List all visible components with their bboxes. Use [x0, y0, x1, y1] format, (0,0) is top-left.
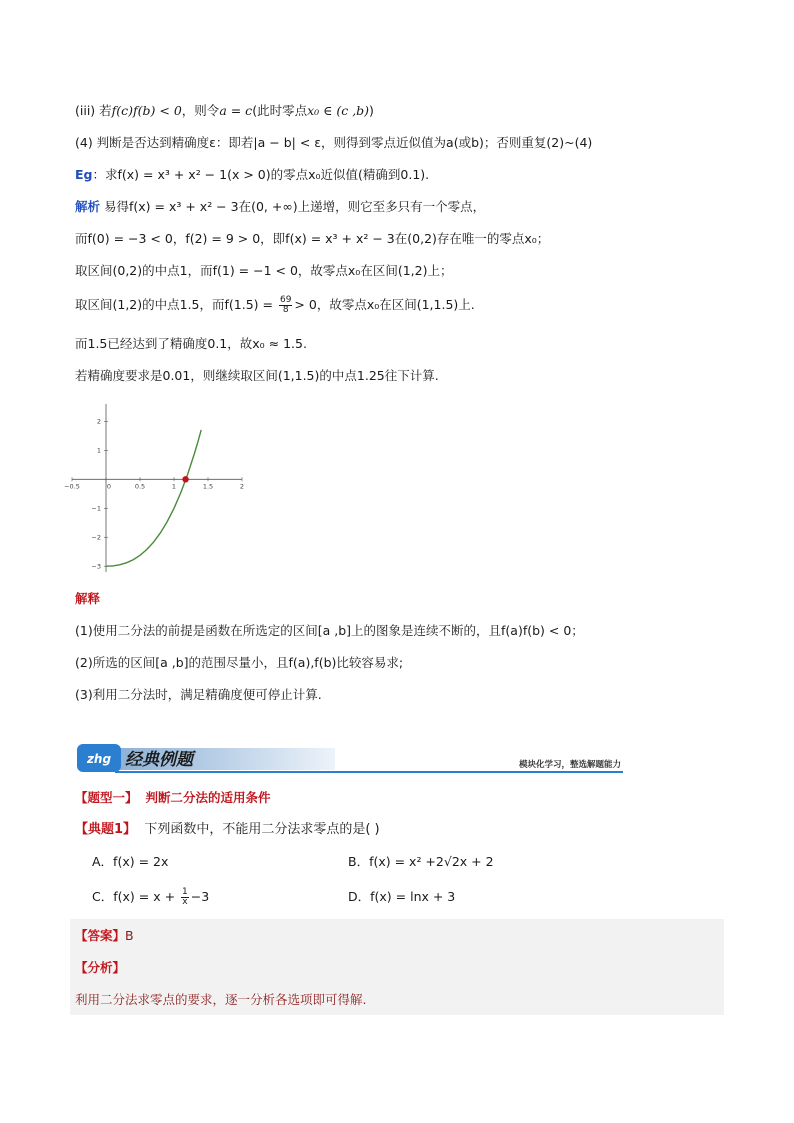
solution-line-3: 取区间(0,2)的中点1，而f(1) = −1 < 0，故零点x₀在区间(1,2)上； [75, 263, 453, 278]
y-tick-label: 2 [96, 417, 101, 426]
y-tick-label: −2 [91, 533, 101, 542]
question-type-label: 【题型一】 [75, 790, 138, 805]
math-expression: x₀ ∈ (c ,b) [307, 103, 370, 118]
x-tick-label: 1.5 [202, 482, 214, 491]
question-type-line [75, 789, 270, 807]
x-tick-label: 2 [239, 482, 245, 491]
note-2: (2)所选的区间[a ,b]的范围尽量小，且f(a),f(b)比较容易求; [75, 655, 404, 670]
step-iii-prefix: (iii) 若 [75, 103, 112, 118]
option-d: D．f(x) = lnx + 3 [348, 889, 456, 904]
option-c [92, 888, 209, 907]
function-graph [64, 400, 250, 580]
fraction-numerator: 69 [279, 295, 292, 305]
analysis-label: 【分析】 [75, 960, 126, 975]
note-3: (3)利用二分法时，满足精确度便可停止计算. [75, 687, 322, 702]
step-4-line: (4) 判断是否达到精确度ε：即若|a − b| < ε，则得到零点近似值为a(或b)；否则重复(2)~(4) [75, 135, 593, 150]
step-iii-suffix: (此时零点 [252, 103, 308, 118]
example-label: Eg [75, 167, 93, 182]
axis-ticks [64, 418, 244, 571]
analysis-label-line [75, 959, 125, 977]
analysis-text: 利用二分法求零点的要求，逐一分析各选项即可得解. [75, 992, 367, 1007]
solution-line-5: 而1.5已经达到了精确度0.1，故x₀ ≈ 1.5. [75, 336, 307, 351]
y-tick-label: 1 [96, 446, 101, 455]
x-tick-label: 1 [171, 482, 177, 491]
y-tick-label: −3 [91, 562, 101, 571]
example-line [75, 166, 429, 184]
fraction-numerator: 1 [182, 887, 188, 897]
solution-line-4-b: > 0，故零点x₀在区间(1,1.5)上. [294, 297, 475, 312]
example-text: ：求f(x) = x³ + x² − 1(x > 0)的零点x₀近似值(精确到0.1). [92, 167, 430, 182]
question-type-title: 判断二分法的适用条件 [145, 790, 271, 805]
fraction [181, 888, 189, 907]
banner-logo-text: zhg [86, 752, 112, 766]
y-tick-label: −1 [91, 504, 101, 513]
answer-value: B [125, 928, 134, 943]
fraction [279, 296, 292, 315]
banner-slogan: 模块化学习，整选解题能力 [518, 760, 621, 770]
option-c-a: C．f(x) = x + [92, 889, 180, 904]
section-banner [75, 740, 623, 776]
x-tick-label: 0 [106, 482, 112, 491]
solution-line-6: 若精确度要求是0.01，则继续取区间(1,1.5)的中点1.25往下计算. [75, 368, 439, 383]
question-line [75, 821, 380, 839]
math-expression: f(c)f(b) < 0 [111, 103, 182, 118]
solution-line-4-a: 取区间(1,2)的中点1.5，而f(1.5) = [75, 297, 277, 312]
option-a: A．f(x) = 2x [92, 854, 169, 869]
x-tick-label: 0.5 [134, 482, 146, 491]
banner-title: 经典例题 [125, 750, 193, 770]
solution-line-1 [75, 198, 485, 216]
question-label: 【典题1】 [75, 822, 137, 837]
function-curve [106, 430, 201, 566]
notes-title: 解释 [75, 591, 101, 606]
option-c-b: −3 [190, 889, 210, 904]
fraction-denominator: 8 [282, 305, 289, 315]
math-expression: a = c [219, 103, 253, 118]
answer-line [75, 927, 134, 945]
fraction-denominator: x [182, 897, 188, 907]
step-iii-end: ) [369, 103, 374, 118]
solution-line-4 [75, 296, 475, 315]
x-tick-label: −0.5 [64, 482, 80, 491]
zero-point [182, 476, 188, 482]
answer-label: 【答案】 [75, 928, 126, 943]
note-1: (1)使用二分法的前提是函数在所选定的区间[a ,b]上的图象是连续不断的，且f(a)f(b) < 0； [75, 623, 584, 638]
step-iii-line [75, 102, 374, 120]
option-b: B．f(x) = x² +2√2x + 2 [348, 854, 494, 869]
solution-text: 易得f(x) = x³ + x² − 3在(0, +∞)上递增，则它至多只有一个零点， [104, 199, 486, 214]
step-iii-mid: ，则令 [181, 103, 220, 118]
question-text: 下列函数中，不能用二分法求零点的是( ) [144, 822, 380, 837]
solution-label: 解析 [75, 199, 101, 214]
solution-line-2: 而f(0) = −3 < 0，f(2) = 9 > 0，即f(x) = x³ + x² − 3在(0,2)存在唯一的零点x₀； [75, 231, 550, 246]
axes [72, 404, 245, 572]
